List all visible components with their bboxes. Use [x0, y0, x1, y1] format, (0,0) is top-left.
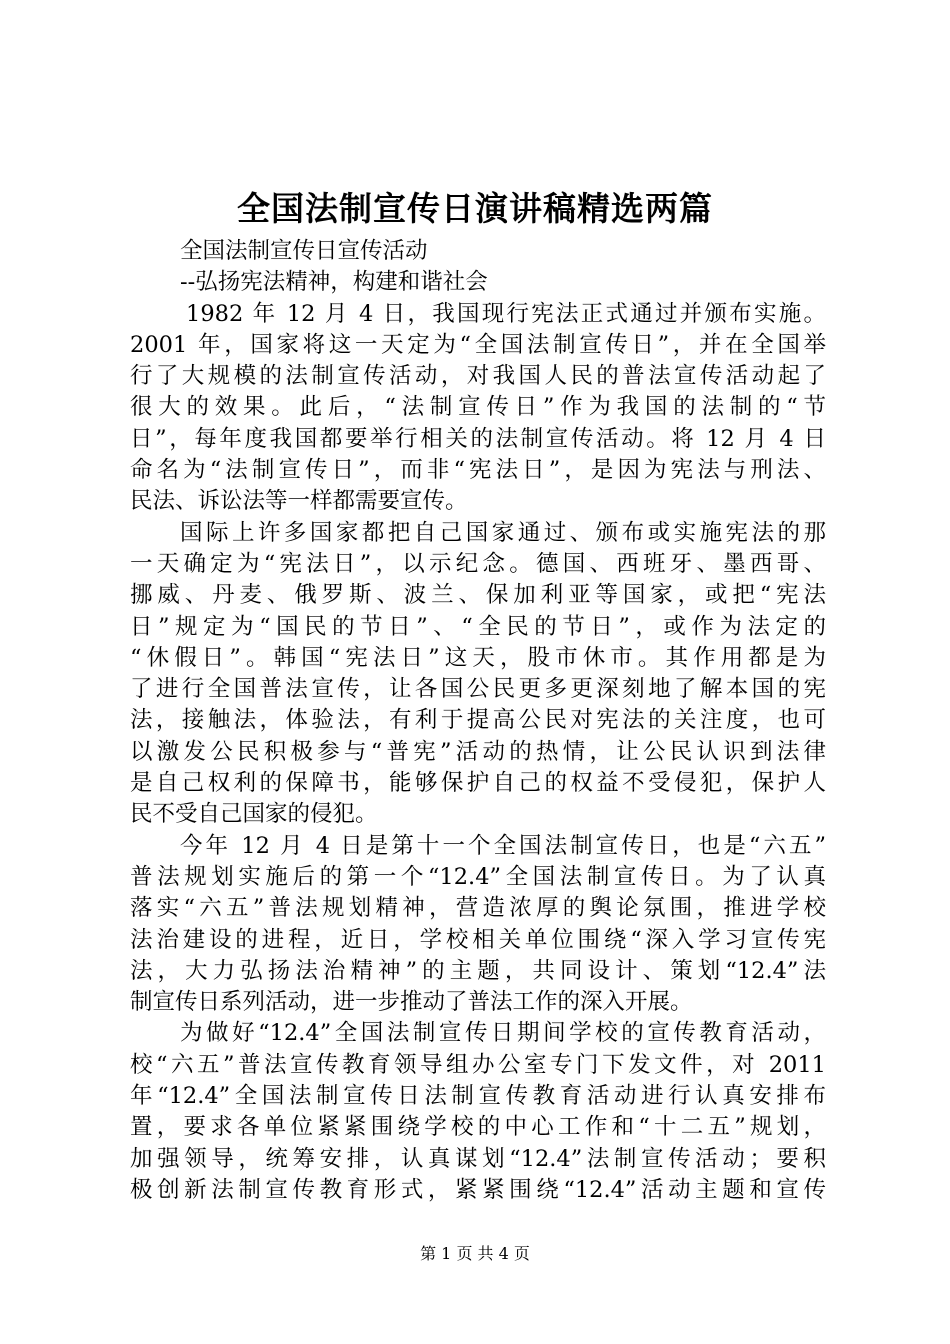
paragraph-line: 一天确定为“宪法日”，以示纪念。德国、西班牙、墨西哥、 — [130, 550, 826, 577]
paragraph-line: 为做好“12.4”全国法制宣传日期间学校的宣传教育活动， — [180, 1020, 826, 1047]
paragraph-line: 法治建设的进程，近日，学校相关单位围绕“深入学习宣传宪 — [130, 926, 826, 953]
paragraph-line: 年“12.4”全国法制宣传日法制宣传教育活动进行认真安排布 — [130, 1083, 826, 1110]
paragraph-line: 民法、诉讼法等一样都需要宣传。 — [130, 488, 468, 515]
paragraph-line: 了进行全国普法宣传，让各国公民更多更深刻地了解本国的宪 — [130, 676, 826, 703]
paragraph-line: 校“六五”普法宣传教育领导组办公室专门下发文件，对 2011 — [130, 1051, 826, 1078]
subtitle-line: 全国法制宣传日宣传活动 — [180, 238, 428, 264]
paragraph-line: 今年 12 月 4 日是第十一个全国法制宣传日，也是“六五” — [180, 832, 826, 859]
paragraph-line: 命名为“法制宣传日”，而非“宪法日”，是因为宪法与刑法、 — [130, 457, 826, 484]
paragraph-line: 行了大规模的法制宣传活动，对我国人民的普法宣传活动起了 — [130, 363, 826, 390]
paragraph-line: 以激发公民积极参与“普宪”活动的热情，让公民认识到法律 — [130, 738, 826, 765]
paragraph-line: 国际上许多国家都把自己国家通过、颁布或实施宪法的那 — [180, 519, 826, 546]
document-body — [130, 236, 826, 1206]
paragraph-line: 是自己权利的保障书，能够保护自己的权益不受侵犯，保护人 — [130, 770, 826, 797]
document-title: 全国法制宣传日演讲稿精选两篇 — [237, 189, 713, 228]
paragraph-line: 置，要求各单位紧紧围绕学校的中心工作和“十二五”规划， — [130, 1114, 826, 1141]
subtitle-line: --弘扬宪法精神，构建和谐社会 — [180, 269, 488, 296]
paragraph-line: 2001 年，国家将这一天定为“全国法制宣传日”，并在全国举 — [130, 331, 826, 358]
paragraph-line: 民不受自己国家的侵犯。 — [130, 801, 378, 828]
paragraph-line: 落实“六五”普法规划精神，营造浓厚的舆论氛围，推进学校 — [130, 895, 826, 922]
paragraph-line: 极创新法制宣传教育形式，紧紧围绕“12.4”活动主题和宣传 — [130, 1176, 826, 1203]
paragraph-line: “休假日”。韩国“宪法日”这天，股市休市。其作用都是为 — [130, 644, 826, 671]
paragraph-line: 1982 年 12 月 4 日，我国现行宪法正式通过并颁布实施。 — [186, 300, 826, 327]
paragraph-line: 很大的效果。此后，“法制宣传日”作为我国的法制的“节 — [130, 394, 826, 421]
paragraph-line: 加强领导，统筹安排，认真谋划“12.4”法制宣传活动；要积 — [130, 1145, 826, 1172]
paragraph-line: 法，接触法，体验法，有利于提高公民对宪法的关注度，也可 — [130, 707, 826, 734]
paragraph-line: 日”，每年度我国都要举行相关的法制宣传活动。将 12 月 4 日 — [130, 425, 826, 452]
paragraph-line: 挪威、丹麦、俄罗斯、波兰、保加利亚等国家，或把“宪法 — [130, 582, 826, 609]
paragraph-line: 普法规划实施后的第一个“12.4”全国法制宣传日。为了认真 — [130, 863, 826, 890]
paragraph-line: 法，大力弘扬法治精神”的主题，共同设计、策划“12.4”法 — [130, 957, 826, 984]
paragraph-line: 制宣传日系列活动，进一步推动了普法工作的深入开展。 — [130, 989, 693, 1016]
page-number-footer: 第 1 页 共 4 页 — [420, 1244, 530, 1263]
paragraph-line: 日”规定为“国民的节日”、“全民的节日”，或作为法定的 — [130, 613, 826, 640]
